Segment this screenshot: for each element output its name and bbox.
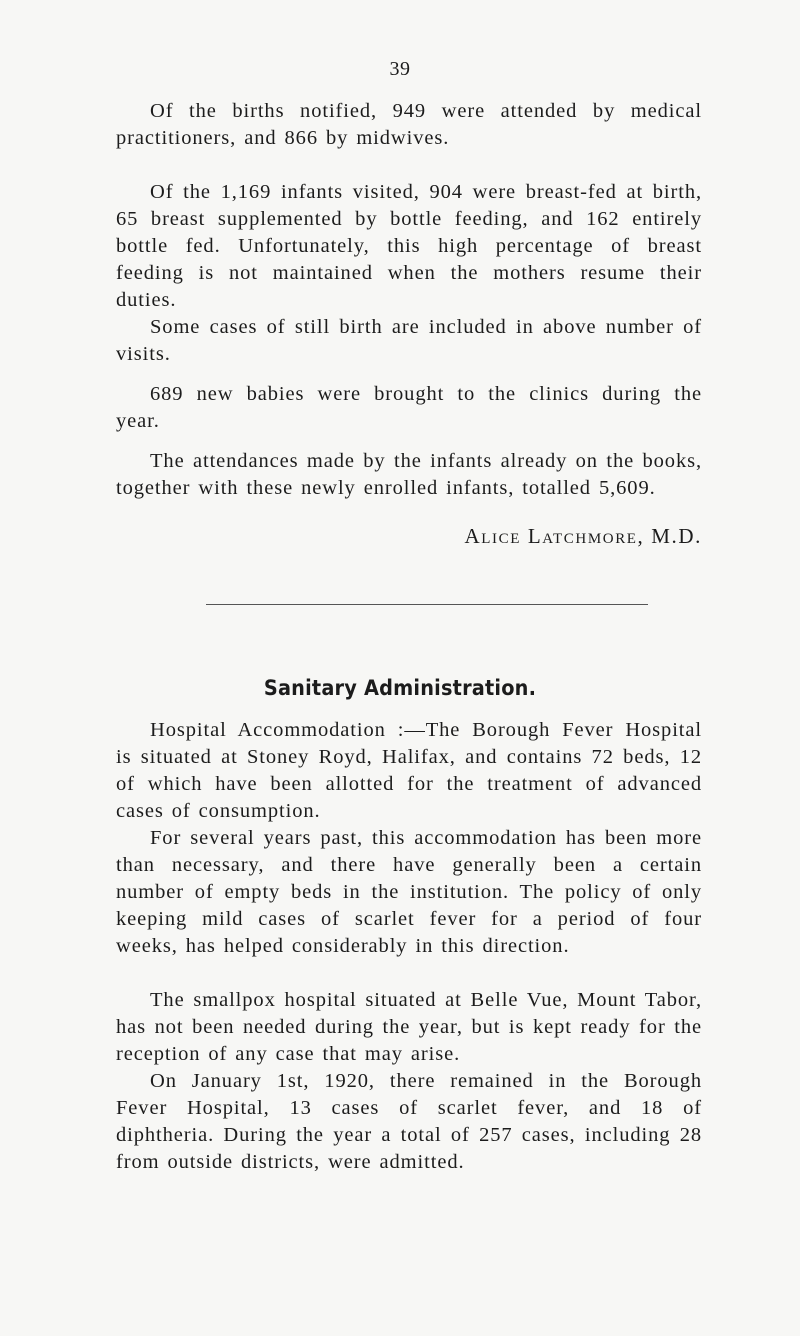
paragraph-admissions: On January 1st, 1920, there remained in the Borough Fever Hospital, 13 cases of scarlet fever, and 18 of diphtheria. During the year a total of 257 cases, including 28 from outside districts, were admitted. (116, 1070, 702, 1173)
paragraph-new-babies: 689 new babies were brought to the clinics during the year. (116, 383, 702, 432)
paragraph-attendances: The attendances made by the infants already on the books, together with these newly enrolled infants, totalled 5,609. (116, 450, 702, 499)
paragraph-infants-visited: Of the 1,169 infants visited, 904 were breast-fed at birth, 65 breast supplemented by bottle feeding, and 162 entirely bottle fed. Unfortunately, this high percentage of breast feeding is not maintained when the mothers resume their duties. (116, 181, 702, 311)
paragraph-hospital-accommodation: Hospital Accommodation :—The Borough Fever Hospital is situated at Stoney Royd, Halifax, and contains 72 beds, 12 of which have been allotted for the treatment of advanced cases of consumption. (116, 719, 702, 822)
section-heading: Sanitary Administration. (263, 676, 537, 700)
paragraph-accommodation-surplus: For several years past, this accommodation has been more than necessary, and there have generally been a certain number of empty beds in the institution. The policy of only keeping mild cases of scarlet fever for a period of four weeks, has helped considerably in this direction. (116, 827, 702, 957)
signature: Alice Latchmore, M.D. (464, 524, 702, 548)
section-divider (206, 604, 648, 605)
page-number: 39 (389, 58, 411, 80)
paragraph-births-notified: Of the births notified, 949 were attended by medical practitioners, and 866 by midwives. (116, 100, 702, 149)
paragraph-still-birth: Some cases of still birth are included in above number of visits. (116, 316, 702, 365)
paragraph-smallpox-hospital: The smallpox hospital situated at Belle Vue, Mount Tabor, has not been needed during the year, but is kept ready for the reception of any case that may arise. (116, 989, 702, 1065)
